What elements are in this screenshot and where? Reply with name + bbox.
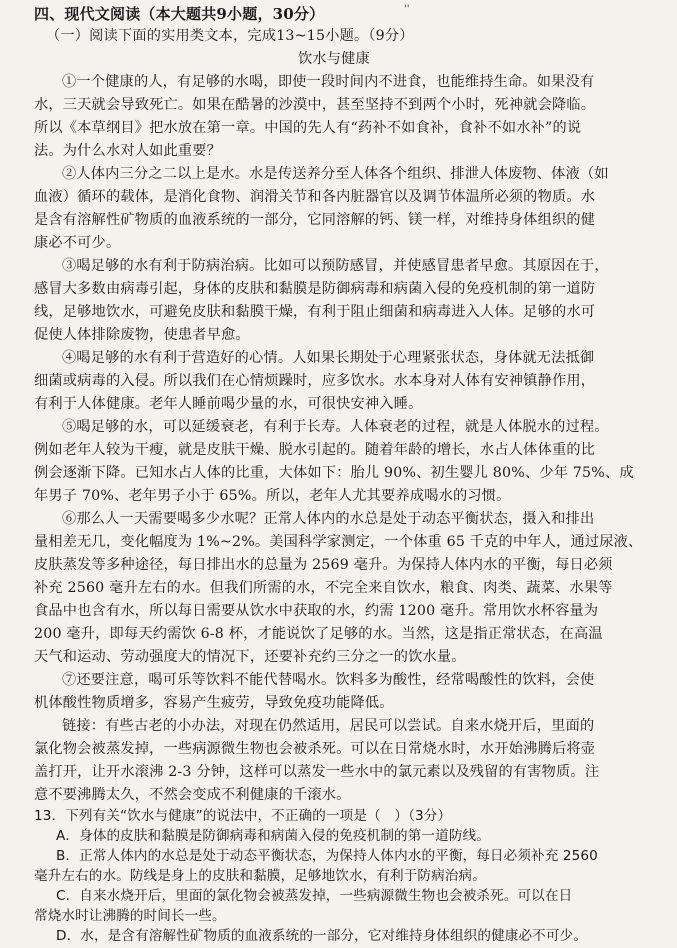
paragraph-3-line: 线，足够地饮水，可避免皮肤和黏膜干燥，有利于阻止细菌和病毒进入人体。足够的水可 xyxy=(34,304,596,320)
option-b: B．正常人体内的水总是处于动态平衡状态，为保持人体内水的平衡，每日必须补充 2560 xyxy=(56,848,598,864)
paragraph-6-line: 食品中也含有水，所以每日需要从饮水中获取的水，约需 1200 毫升。常用饮水杯容量为 xyxy=(34,603,599,619)
paragraph-2-line: ②人体内三分之二以上是水。水是传送养分至人体各个组织、排泄人体废物、体液（如 xyxy=(62,166,609,182)
paragraph-6-line: 皮肤蒸发等多种途径，每日排出水的总量为 2569 毫升。为保持人体内水的平衡，每日必须 xyxy=(34,557,613,573)
paragraph-5-line: ⑤喝足够的水，可以延缓衰老，有利于长寿。人体衰老的过程，就是人体脱水的过程。 xyxy=(62,419,609,435)
paragraph-1-line: 水，三天就会导致死亡。如果在酷暑的沙漠中，甚至坚持不到两个小时，死神就会降临。 xyxy=(34,97,596,113)
paragraph-5-line: 例如老年人较为干瘦，就是皮肤干燥、脱水引起的。随着年龄的增长，水占人体体重的比 xyxy=(34,442,596,458)
paragraph-1-line: 所以《本草纲目》把水放在第一章。中国的先人有“药补不如食补，食补不如水补”的说 xyxy=(34,120,582,136)
link-paragraph-line: 氯化物会被蒸发掉，一些病源微生物也会被杀死。可以在日常烧水时，水开始沸腾后将壶 xyxy=(34,741,596,757)
option-c: C．自来水烧开后，里面的氯化物会被蒸发掉，一些病源微生物也会被杀死。可以在日 xyxy=(56,888,573,904)
link-paragraph-line: 意不要沸腾太久，不然会变成不利健康的千滚水。 xyxy=(34,787,351,803)
paragraph-6-line: 200 毫升，即每天约需饮 6-8 杯，才能说饮了足够的水。当然，这是指正常状态，在高温 xyxy=(34,626,603,642)
link-paragraph-line: 链接：有些古老的小办法，对现在仍然适用，居民可以尝试。自来水烧开后，里面的 xyxy=(62,718,595,734)
paragraph-4-line: 有利于人体健康。老年人睡前喝少量的水，可很快安神入睡。 xyxy=(34,396,423,412)
paragraph-3-line: 感冒大多数由病毒引起，身体的皮肤和黏膜是防御病毒和病菌入侵的免疫机制的第一道防 xyxy=(34,281,596,297)
paragraph-6-line: 天气和运动、劳动强度大的情况下，还要补充约三分之一的饮水量。 xyxy=(34,649,466,665)
section-heading: 四、现代文阅读（本大题共9小题，30分） xyxy=(34,5,325,23)
paragraph-5-line: 年男子 70%、老年男子小于 65%。所以，老年人尤其要养成喝水的习惯。 xyxy=(34,488,511,504)
paragraph-1-line: ①一个健康的人，有足够的水喝，即使一段时间内不进食，也能维持生命。如果没有 xyxy=(62,74,595,90)
paragraph-6-line: 补充 2560 毫升左右的水。但我们所需的水，不完全来自饮水，粮食、肉类、蔬菜、水果等 xyxy=(34,580,613,596)
option-b-continued: 毫升左右的水。防线是身上的皮肤和黏膜，足够地饮水，有利于防病治病。 xyxy=(34,868,486,884)
paragraph-2-line: 是含有溶解性矿物质的血液系统的一部分，它同溶解的钙、镁一样，对维持身体组织的健 xyxy=(34,212,596,228)
question-stem: 13．下列有关“饮水与健康”的说法中，不正确的一项是（ ）（3分） xyxy=(34,808,452,824)
link-paragraph-line: 盖打开，让开水滚沸 2-3 分钟，这样可以蒸发一些水中的氯元素以及残留的有害物质。注 xyxy=(34,764,600,780)
paragraph-4-line: 细菌或病毒的入侵。所以我们在心情烦躁时，应多饮水。水本身对人体有安神镇静作用， xyxy=(34,373,596,389)
option-c-continued: 常烧水时让沸腾的时间长一些。 xyxy=(34,908,226,924)
paragraph-4-line: ④喝足够的水有利于营造好的心情。人如果长期处于心理紧张状态，身体就无法抵御 xyxy=(62,350,595,366)
paragraph-1-line: 法。为什么水对人如此重要？ xyxy=(34,143,222,159)
paragraph-5-line: 例会逐渐下降。已知水占人体的比重，大体如下：胎儿 90%、初生婴儿 80%、少年 75%、成 xyxy=(34,465,634,481)
paragraph-2-line: 康必不可少。 xyxy=(34,235,121,251)
paragraph-7-line: ⑦还要注意，喝可乐等饮料不能代替喝水。饮料多为酸性，经常喝酸性的饮料，会使 xyxy=(62,672,595,688)
option-d: D．水，是含有溶解性矿物质的血液系统的一部分，它对维持身体组织的健康必不可少。 xyxy=(56,928,587,944)
paragraph-7-line: 机体酸性物质增多，容易产生疲劳，导致免疫功能降低。 xyxy=(34,695,394,711)
subsection-heading: （一）阅读下面的实用类文本，完成13~15小题。（9分） xyxy=(46,28,414,44)
paragraph-6-line: 量相差无几，变化幅度为 1%~2%。美国科学家测定，一个体重 65 千克的中年人，通过尿液、 xyxy=(34,534,643,550)
paragraph-3-line: 促使人体排除废物，使患者早愈。 xyxy=(34,327,250,343)
paragraph-3-line: ③喝足够的水有利于防病治病。比如可以预防感冒，并使感冒患者早愈。其原因在于， xyxy=(62,258,609,274)
paragraph-2-line: 血液）循环的载体，是消化食物、润滑关节和各内脏器官以及调节体温所必须的物质。水 xyxy=(34,189,596,205)
paragraph-6-line: ⑥那么人一天需要喝多少水呢？正常人体内的水总是处于动态平衡状态，摄入和排出 xyxy=(62,511,595,527)
scan-mark: '' xyxy=(404,4,410,15)
article-title: 饮水与健康 xyxy=(298,51,370,67)
option-a: A．身体的皮肤和黏膜是防御病毒和病菌入侵的免疫机制的第一道防线。 xyxy=(56,828,490,844)
